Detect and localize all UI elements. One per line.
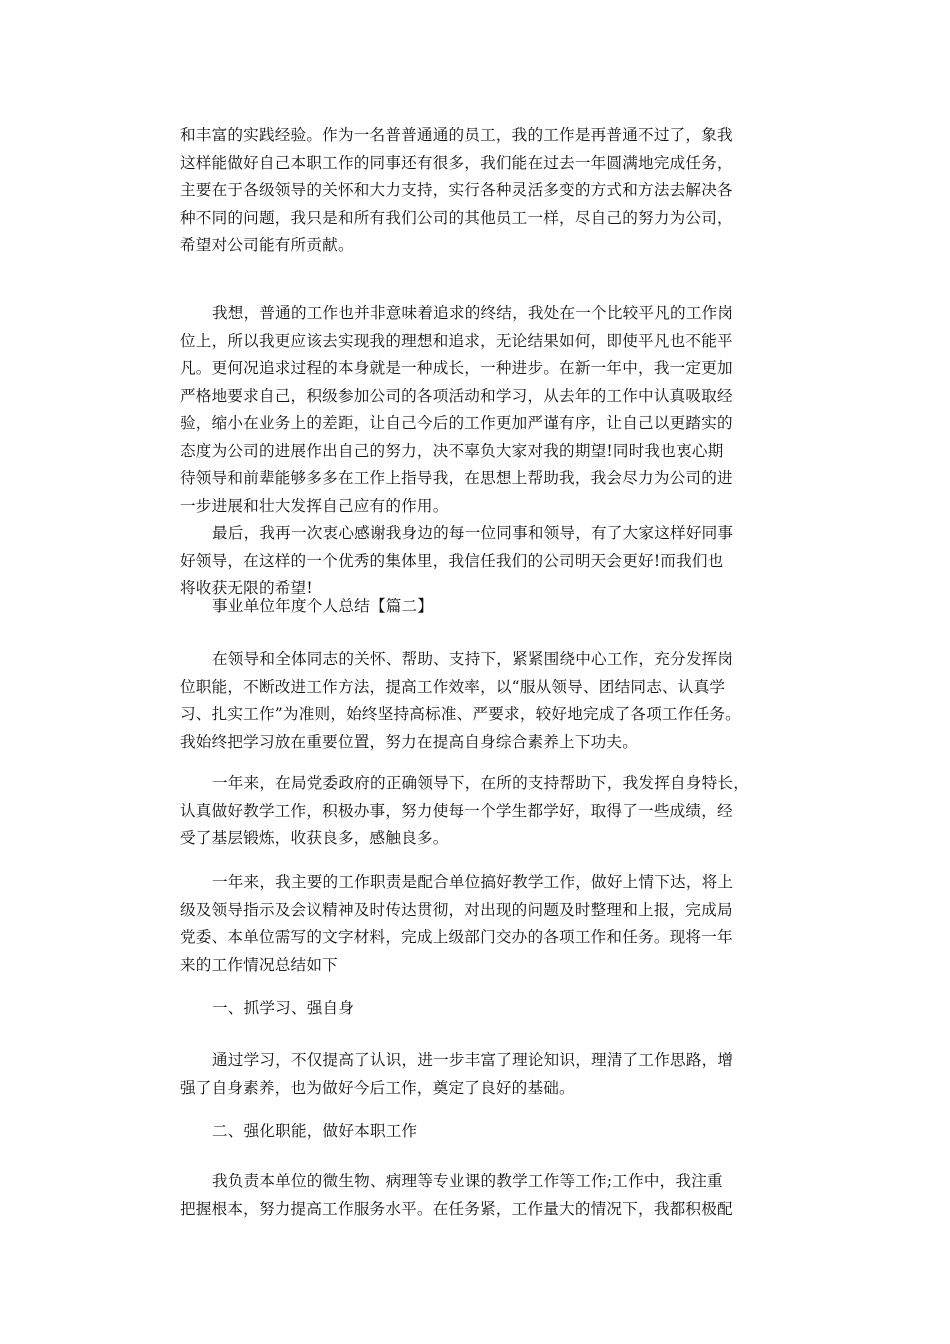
subsection-heading-text: 二、强化职能，做好本职工作 — [212, 1122, 418, 1140]
text-line: 待领导和前辈能够多多在工作上指导我，在思想上帮助我，我会尽力为公司的进 — [180, 469, 733, 487]
text-line: 好领导，在这样的一个优秀的集体里，我信任我们的公司明天会更好!而我们也 — [180, 551, 724, 570]
paragraph — [180, 1168, 780, 1223]
text-line: 受了基层锻炼，收获良多，感触良多。 — [180, 829, 449, 847]
subsection-heading-text: 一、抓学习、强自身 — [212, 999, 355, 1017]
text-line: 验，缩小在业务上的差距，让自己今后的工作更加严谨有序，让自己以更踏实的 — [180, 414, 733, 432]
text-line: 一步进展和壮大发挥自己应有的作用。 — [180, 496, 449, 515]
text-line: 凡。更何况追求过程的本身就是一种成长，一种进步。在新一年中，我一定更加 — [180, 359, 733, 377]
text-line: 通过学习，不仅提高了认识，进一步丰富了理论知识，理清了工作思路，增 — [212, 1051, 734, 1069]
paragraph — [180, 1047, 780, 1102]
text-line: 在领导和全体同志的关怀、帮助、支持下，紧紧围绕中心工作，充分发挥岗 — [212, 650, 734, 668]
text-line: 我始终把学习放在重要位置，努力在提高自身综合素养上下功夫。 — [180, 732, 639, 751]
text-line: 最后，我再一次衷心感谢我身边的每一位同事和领导，有了大家这样好同事 — [212, 524, 734, 542]
text-line: 一年来，在局党委政府的正确领导下，在所的支持帮助下，我发挥自身特长， — [212, 774, 749, 792]
paragraph — [180, 646, 780, 756]
section-heading — [180, 593, 780, 621]
text-line: 希望对公司能有所贡献。 — [180, 236, 354, 254]
text-line: 我负责本单位的微生物、病理等专业课的教学工作等工作;工作中，我注重 — [212, 1172, 723, 1190]
text-line: 位上，所以我更应该去实现我的理想和追求，无论结果如何，即使平凡也不能平 — [180, 331, 733, 350]
section-heading-text: 事业单位年度个人总结【篇二】 — [212, 597, 434, 615]
text-line: 习、扎实工作”为准则，始终坚持高标准、严要求，较好地完成了各项工作任务。 — [180, 705, 741, 723]
text-line: 和丰富的实践经验。作为一名普普通通的员工，我的工作是再普通不过了，象我 — [180, 126, 733, 144]
text-line: 把握根本，努力提高工作服务水平。在任务紧，工作量大的情况下，我都积极配 — [180, 1199, 733, 1218]
text-line: 将收获无限的希望! — [180, 579, 313, 597]
text-line: 认真做好教学工作，积极办事，努力使每一个学生都学好，取得了一些成绩，经 — [180, 801, 733, 820]
text-line: 强了自身素养，也为做好今后工作，奠定了良好的基础。 — [180, 1078, 575, 1097]
paragraph — [180, 869, 780, 979]
text-line: 党委、本单位需写的文字材料，完成上级部门交办的各项工作和任务。现将一年 — [180, 928, 733, 946]
paragraph — [180, 300, 780, 520]
paragraph-continuation — [180, 122, 780, 260]
text-line: 这样能做好自己本职工作的同事还有很多，我们能在过去一年圆满地完成任务， — [180, 153, 733, 172]
text-line: 主要在于各级领导的关怀和大力支持，实行各种灵活多变的方式和方法去解决各 — [180, 181, 733, 199]
text-line: 种不同的问题，我只是和所有我们公司的其他员工一样，尽自己的努力为公司， — [180, 208, 733, 227]
paragraph — [180, 770, 780, 853]
subsection-heading — [180, 1118, 780, 1146]
text-line: 态度为公司的进展作出自己的努力，决不辜负大家对我的期望!同时我也衷心期 — [180, 441, 724, 460]
subsection-heading — [180, 995, 780, 1023]
text-line: 严格地要求自己，积级参加公司的各项活动和学习，从去年的工作中认真吸取经 — [180, 386, 733, 405]
paragraph — [180, 520, 780, 603]
text-line: 级及领导指示及会议精神及时传达贯彻，对出现的问题及时整理和上报，完成局 — [180, 900, 733, 919]
text-line: 一年来，我主要的工作职责是配合单位搞好教学工作，做好上情下达，将上 — [212, 873, 734, 891]
text-line: 来的工作情况总结如下 — [180, 955, 338, 974]
text-line: 我想，普通的工作也并非意味着追求的终结，我处在一个比较平凡的工作岗 — [212, 304, 734, 322]
text-line: 位职能，不断改进工作方法，提高工作效率，以“服从领导、团结同志、认真学 — [180, 677, 726, 696]
